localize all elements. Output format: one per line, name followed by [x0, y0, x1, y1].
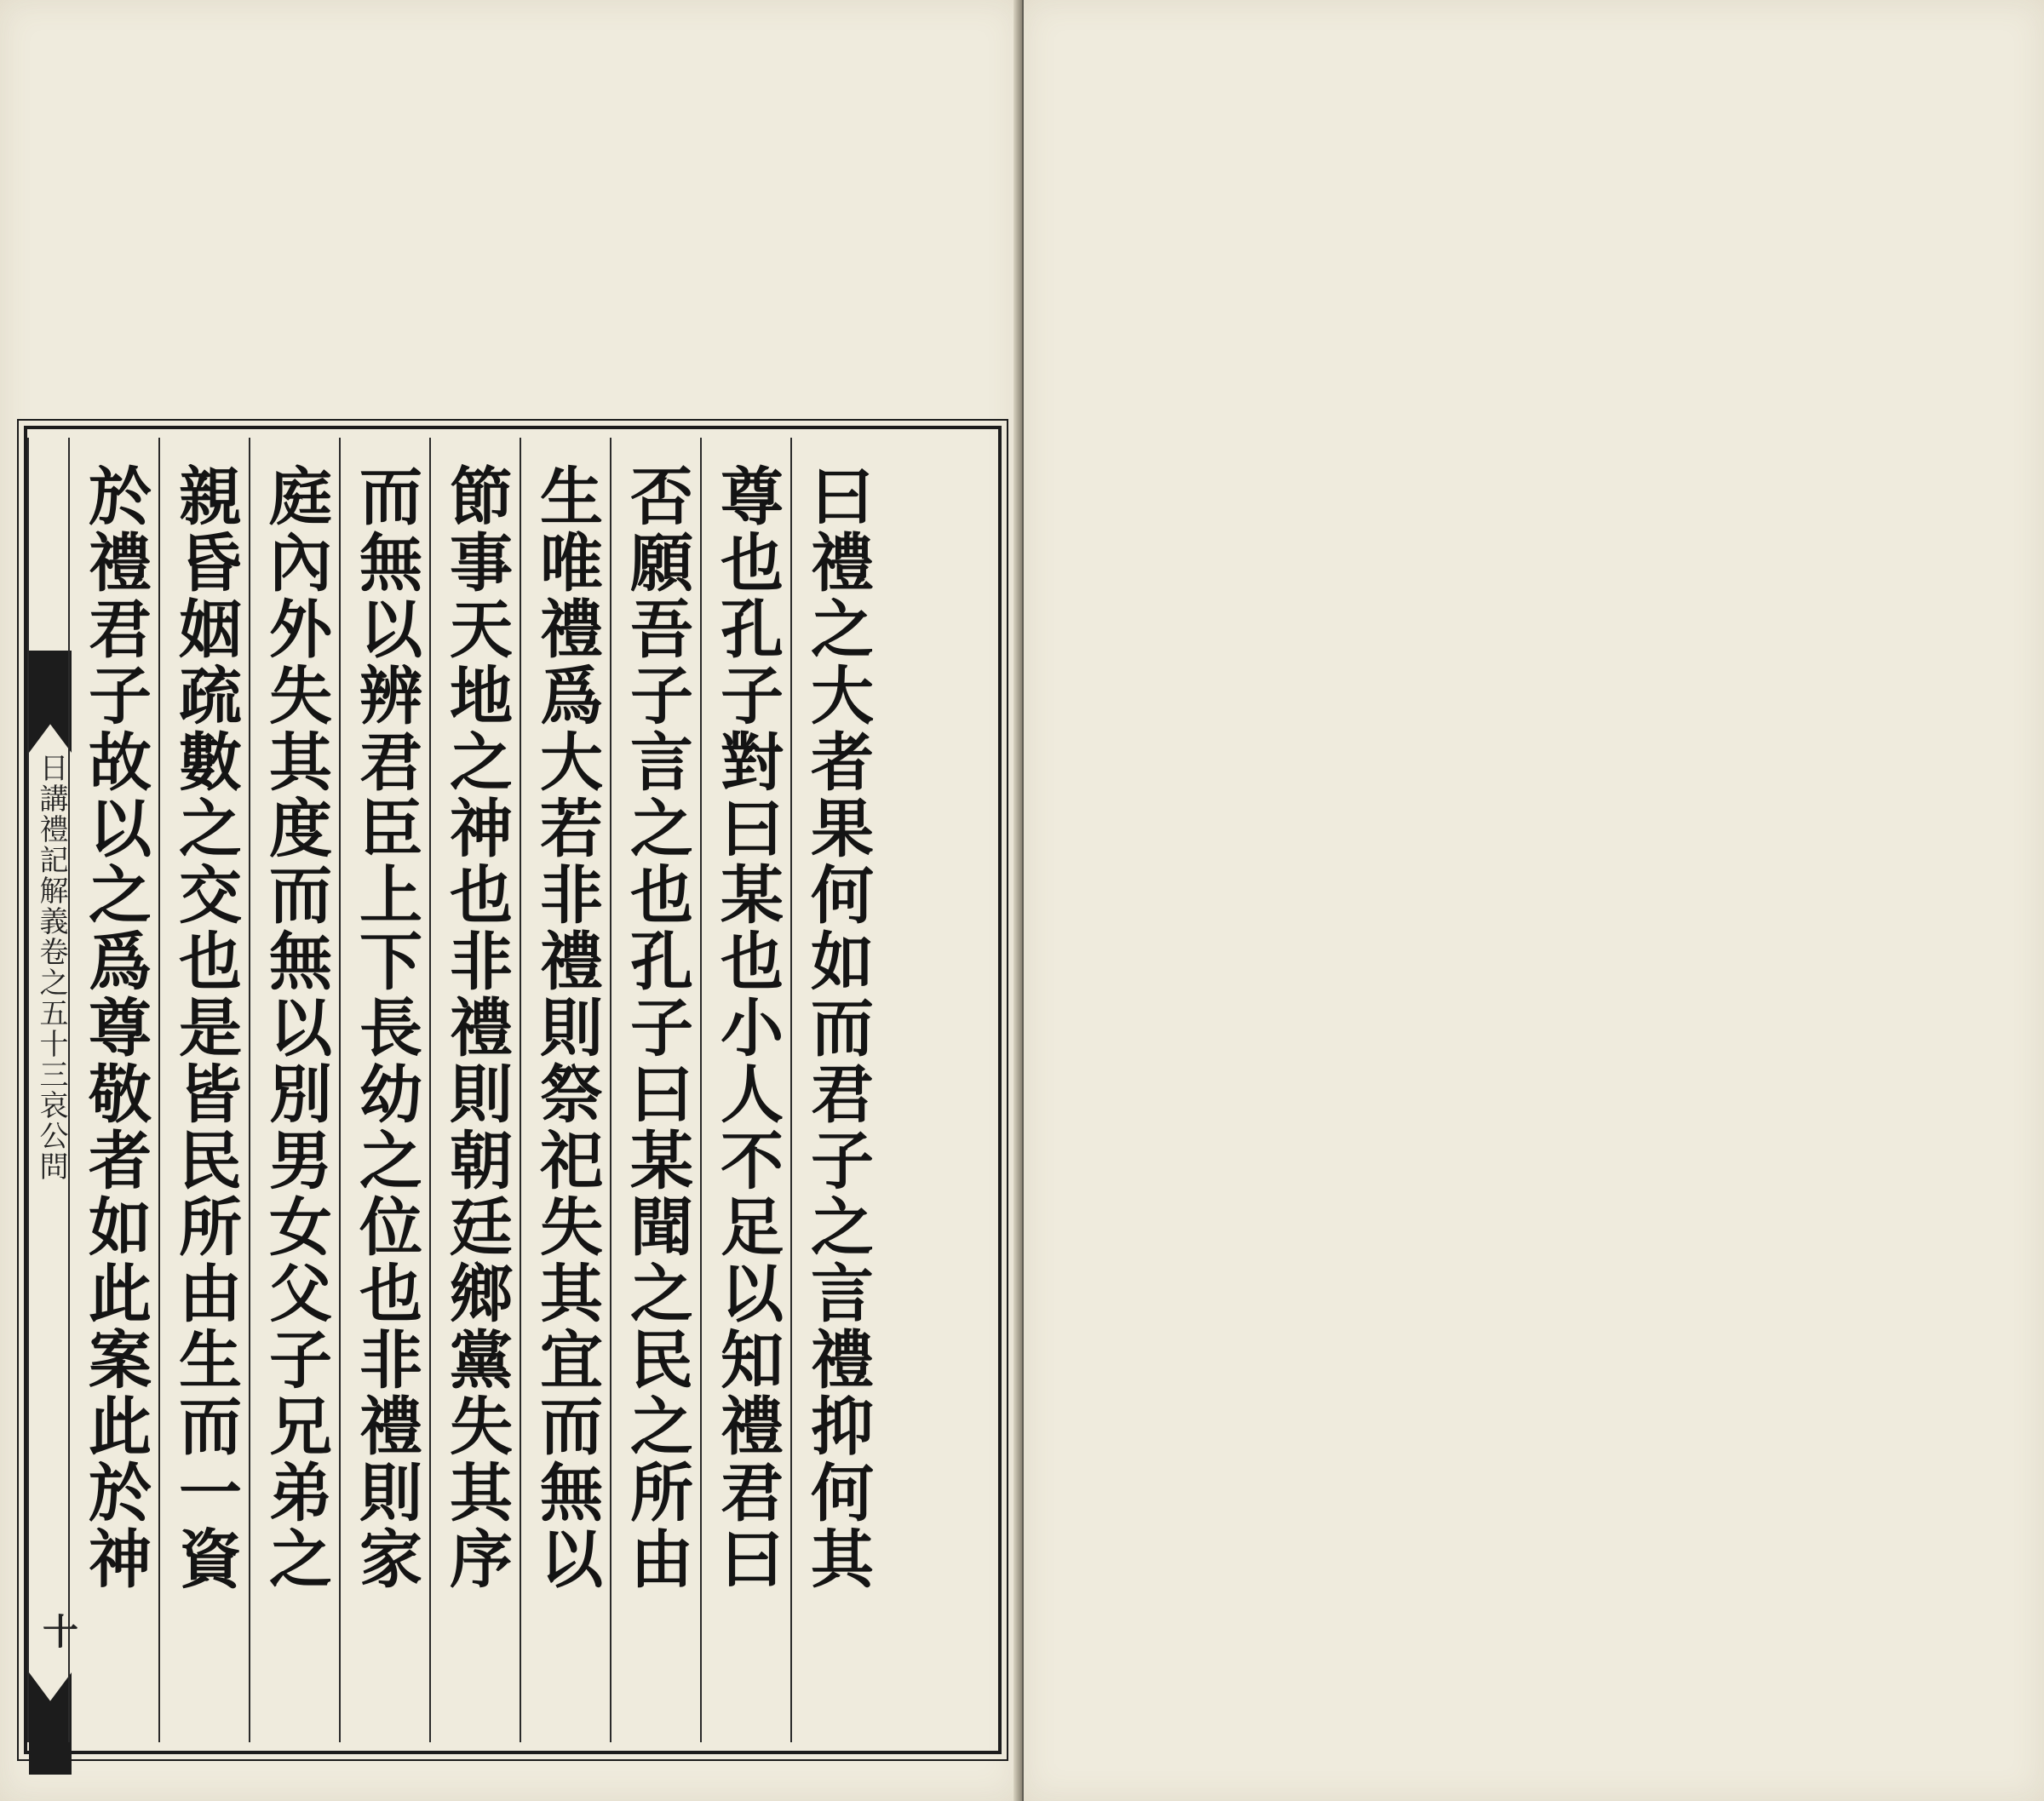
left-centre-fold: [27, 438, 79, 1742]
column-text: 而無以辨君臣上下長幼之位也非禮則家: [349, 463, 422, 1592]
column-text: 否願吾子言之也孔子曰某聞之民之所由: [620, 463, 693, 1592]
column-text: 尊也孔子對曰某也小人不足以知禮君曰: [710, 463, 784, 1592]
left-page-frame: [24, 426, 1002, 1754]
column-text: 於禮君子故以之爲尊敬者如此案此於神: [78, 463, 152, 1592]
text-column: [790, 438, 881, 1742]
fish-tail-mark-bottom: [29, 1672, 72, 1775]
left-folio-number: 十: [37, 1613, 79, 1649]
text-column: [249, 438, 339, 1742]
column-text: 生唯禮爲大若非禮則祭祀失其宜而無以: [530, 463, 603, 1592]
text-column: [158, 438, 249, 1742]
text-column: [610, 438, 700, 1742]
text-column: [520, 438, 610, 1742]
text-column: [68, 438, 158, 1742]
text-column: [700, 438, 790, 1742]
left-page: [0, 0, 1019, 1801]
column-text: 庭內外失其度而無以別男女父子兄弟之: [259, 463, 332, 1592]
left-centre-title: 日講禮記解義卷之五十三哀公問: [34, 753, 68, 1182]
column-text: 親昏姻疏數之交也是皆民所由生而一資: [169, 463, 242, 1592]
text-column: [339, 438, 429, 1742]
column-text: 節事天地之神也非禮則朝廷鄉黨失其序: [439, 463, 513, 1592]
right-page: [1024, 0, 2044, 1801]
fish-tail-mark-top: [29, 651, 72, 753]
text-column: [429, 438, 520, 1742]
column-text: 曰禮之大者果何如而君子之言禮抑何其: [801, 463, 874, 1592]
